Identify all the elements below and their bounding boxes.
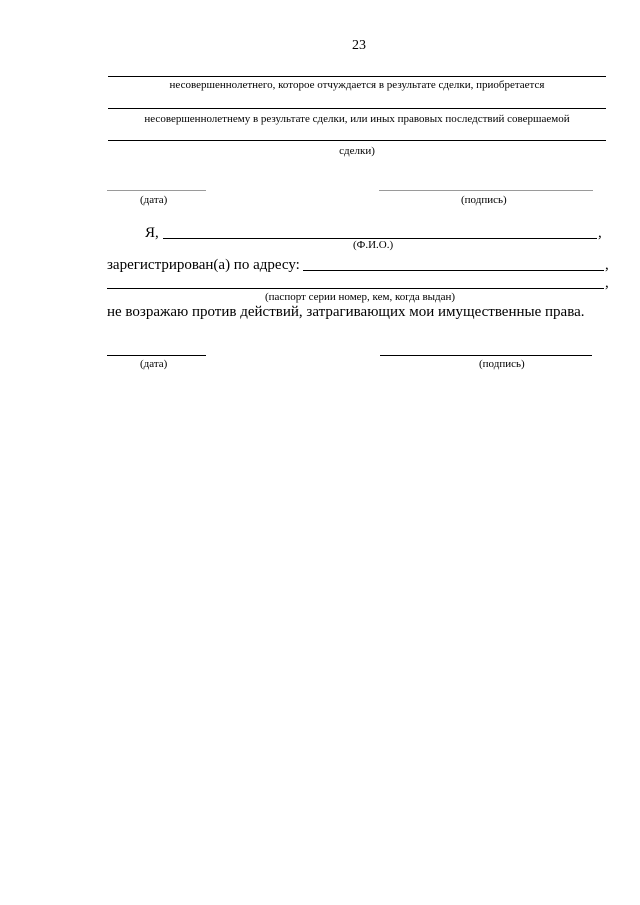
signature-label-1: (подпись) xyxy=(461,194,507,206)
registered-label: зарегистрирован(а) по адресу: xyxy=(107,257,300,273)
fio-label: (Ф.И.О.) xyxy=(353,239,394,251)
address-rule-1 xyxy=(303,270,604,271)
passport-rule xyxy=(107,288,604,289)
passport-label: (паспорт серии номер, кем, когда выдан) xyxy=(265,291,456,303)
page-number: 23 xyxy=(352,38,366,53)
no-objection-text: не возражаю против действий, затрагивающих мои имущественные права. xyxy=(107,304,585,320)
date-rule-2 xyxy=(107,355,206,356)
date-label-2: (дата) xyxy=(140,358,168,370)
header-text-line-3: сделки) xyxy=(339,145,375,157)
header-text-line-2: несовершеннолетнему в результате сделки, или иных правовых последствий совершаемой xyxy=(144,113,570,125)
header-rule-3 xyxy=(108,140,606,141)
signature-rule-1 xyxy=(379,190,593,191)
fio-comma: , xyxy=(598,225,602,241)
header-text-line-1: несовершеннолетнего, которое отчуждается в результате сделки, приобретается xyxy=(169,79,545,91)
signature-label-2: (подпись) xyxy=(479,358,525,370)
ya-label: Я, xyxy=(145,225,159,241)
header-rule-1 xyxy=(108,76,606,77)
signature-rule-2 xyxy=(380,355,592,356)
date-rule-1 xyxy=(107,190,206,191)
passport-comma: , xyxy=(605,275,609,291)
date-label-1: (дата) xyxy=(140,194,168,206)
address-comma: , xyxy=(605,257,609,273)
header-rule-2 xyxy=(108,108,606,109)
